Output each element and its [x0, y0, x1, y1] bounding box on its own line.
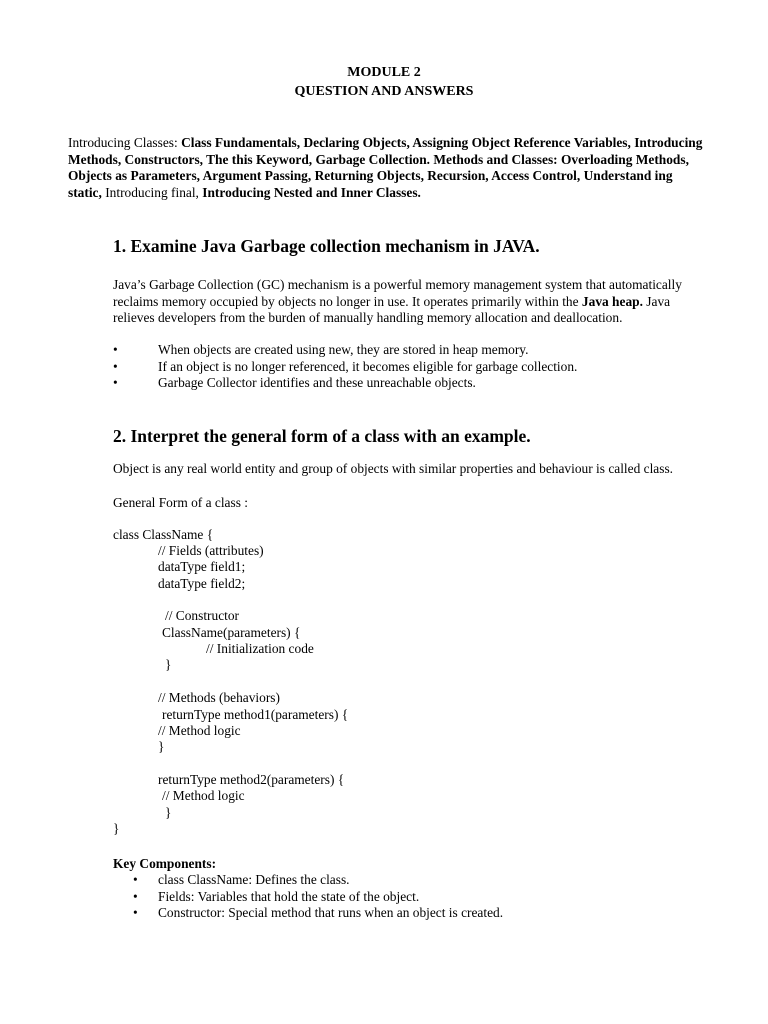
list-item	[113, 359, 713, 376]
key-components-title: Key Components:	[113, 856, 217, 871]
bullet-text: Constructor: Special method that runs when an object is created.	[158, 905, 504, 920]
code-line: }	[113, 821, 120, 836]
code-line: returnType method2(parameters) {	[158, 772, 345, 787]
list-item	[113, 342, 713, 359]
bullet-icon: •	[113, 375, 118, 390]
code-line: // Constructor	[165, 608, 240, 623]
intro-mid: Introducing final,	[101, 184, 203, 200]
q1-bullet-list	[113, 342, 713, 392]
bullet-text: Fields: Variables that hold the state of the object.	[158, 888, 420, 904]
list-item	[113, 375, 713, 392]
code-line: // Method logic	[162, 788, 245, 803]
page-subtitle: QUESTION AND ANSWERS	[294, 84, 474, 99]
q1-para-post: Java relieves developers from the burden of manually handling memory allocation and deallocation.	[113, 293, 671, 325]
intro-topics-bold: Class Fundamentals, Declaring Objects, Assigning Object Reference Variables, Introducing Methods, Constructors, The this Keyword, Garbage Collection. Methods and Classes: Overloading Methods, Objects as Parameters, Argument Passing, Returning Objects, Recursion, Access Control, Understand ing static,	[68, 135, 703, 200]
code-line: returnType method1(parameters) {	[162, 707, 349, 722]
bullet-icon: •	[133, 905, 138, 920]
code-line: // Methods (behaviors)	[158, 690, 280, 705]
question-1-heading: 1. Examine Java Garbage collection mechanism in JAVA.	[113, 236, 540, 256]
class-definition: Object is any real world entity and group of objects with similar properties and behaviour is called class.	[113, 461, 674, 476]
code-line: }	[165, 805, 172, 820]
question-1-answer	[113, 277, 713, 327]
code-line: dataType field1;	[158, 559, 246, 574]
code-line: // Fields (attributes)	[158, 543, 264, 558]
bullet-text: Garbage Collector identifies and these unreachable objects.	[158, 375, 476, 390]
q1-para-bold: Java heap.	[581, 293, 643, 309]
bullet-text: When objects are created using new, they are stored in heap memory.	[158, 342, 529, 357]
bullet-icon: •	[133, 888, 138, 904]
syllabus-intro	[68, 135, 708, 201]
intro-lead: Introducing Classes:	[68, 135, 182, 150]
bullet-icon: •	[113, 342, 118, 357]
q1-para-pre: Java’s Garbage Collection (GC) mechanism is a powerful memory management system that automatically reclaims memory occupied by objects no longer in use. It operates primarily within the	[113, 277, 682, 309]
code-line: // Initialization code	[206, 641, 314, 656]
code-line: // Method logic	[158, 723, 241, 738]
code-line: }	[165, 657, 172, 672]
general-form-label: General Form of a class :	[113, 495, 248, 510]
module-title: MODULE 2	[347, 65, 421, 80]
code-line: class ClassName {	[113, 527, 214, 542]
code-line: ClassName(parameters) {	[162, 625, 301, 640]
bullet-text: class ClassName: Defines the class.	[158, 872, 350, 887]
intro-topics-bold-end: Introducing Nested and Inner Classes.	[202, 184, 421, 200]
bullet-icon: •	[113, 358, 118, 374]
code-line: }	[158, 739, 165, 754]
code-line: dataType field2;	[158, 576, 246, 591]
bullet-text: If an object is no longer referenced, it becomes eligible for garbage collection.	[158, 358, 578, 374]
question-2-heading: 2. Interpret the general form of a class with an example.	[113, 426, 531, 446]
bullet-icon: •	[133, 872, 138, 887]
